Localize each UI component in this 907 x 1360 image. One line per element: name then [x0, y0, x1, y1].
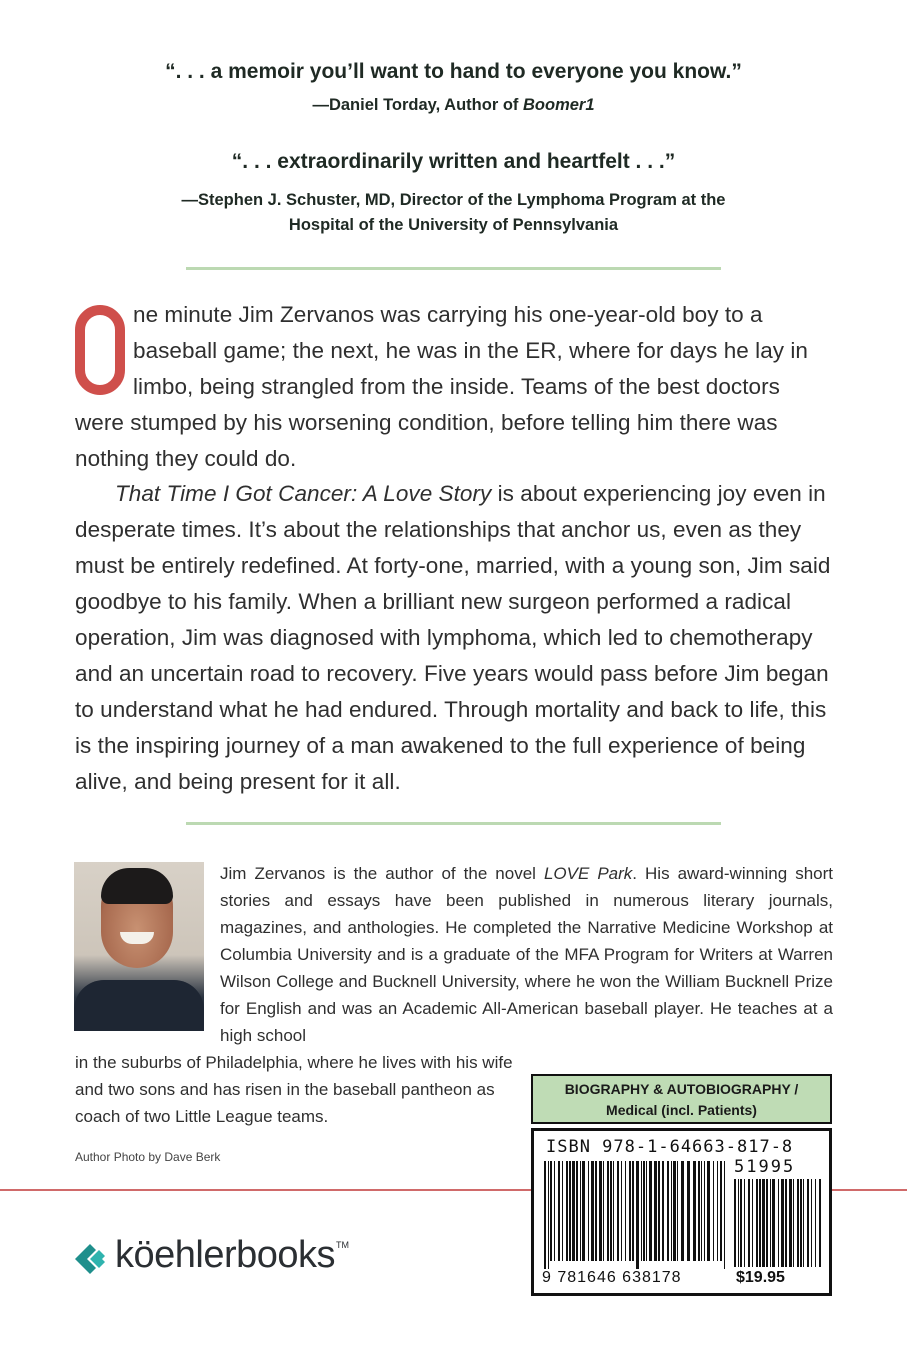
photo-hair [101, 868, 173, 904]
barcode-bar [569, 1161, 571, 1261]
barcode-bar [785, 1179, 787, 1267]
attribution-line-2: Hospital of the University of Pennsylvania [288, 216, 619, 234]
attribution-work: Boomer1 [523, 96, 595, 114]
barcode-bar [707, 1161, 710, 1261]
barcode-bar [720, 1161, 722, 1261]
barcode-bar [734, 1179, 736, 1267]
barcode-bar [629, 1161, 631, 1261]
barcode-bar [554, 1161, 555, 1261]
novel-title: LOVE Park [543, 864, 633, 883]
blurb-attribution-1 [0, 96, 907, 115]
attribution-text: —Daniel Torday, Author of [312, 96, 523, 114]
barcode-bar [778, 1179, 779, 1267]
barcode-bar [610, 1161, 612, 1261]
barcode-bar [566, 1161, 568, 1261]
barcode-bar [811, 1179, 812, 1267]
price: $19.95 [736, 1269, 785, 1286]
barcode-bar [613, 1161, 614, 1261]
photo-credit: Author Photo by Dave Berk [75, 1150, 221, 1164]
author-bio-continued: in the suburbs of Philadelphia, where he lives with his wife and two sons and has risen in the baseball pantheon as coach of two Little League teams. [75, 1053, 513, 1126]
barcode-bar [687, 1161, 690, 1261]
barcode [531, 1128, 832, 1296]
barcode-bar [789, 1179, 792, 1267]
barcode-bar [544, 1161, 546, 1269]
paragraph-2-text: is about experiencing joy even in desperate times. It’s about the relationships that anchor us, even as they must be entirely redefined. At forty-one, married, with a young son, Jim said goodbye to his family. When a brilliant new surgeon performed a radical operation, Jim was diagnosed with lymphoma, which led to chemotherapy and an uncertain road to recovery. Five years would pass before Jim began to understand what he had endured. Through mortality and back to life, this is the inspiring journey of a man awakened to the full experience of being alive, and being present for it all. [75, 481, 831, 794]
barcode-bar [572, 1161, 575, 1261]
barcode-bar [766, 1179, 768, 1267]
barcode-bar [681, 1161, 684, 1261]
drop-cap [75, 305, 125, 395]
barcode-bar [562, 1161, 563, 1261]
barcode-bar [550, 1161, 552, 1261]
barcode-bar [641, 1161, 642, 1261]
category-line-2: Medical (incl. Patients) [606, 1102, 757, 1118]
divider-top [186, 267, 721, 270]
barcode-bar [576, 1161, 578, 1261]
barcode-bar [803, 1179, 804, 1267]
barcode-bar [643, 1161, 645, 1261]
category-line-1: BIOGRAPHY & AUTOBIOGRAPHY / [564, 1081, 799, 1097]
barcode-bar [815, 1179, 816, 1267]
barcode-bar [558, 1161, 560, 1261]
barcode-bar [759, 1179, 761, 1267]
divider-middle [186, 822, 721, 825]
barcode-bar [772, 1179, 775, 1267]
barcode-bar [781, 1179, 784, 1267]
barcode-bar [704, 1161, 705, 1261]
barcode-bar [649, 1161, 652, 1261]
barcode-bar [588, 1161, 589, 1261]
barcode-bar [748, 1179, 750, 1267]
barcode-bar [580, 1161, 581, 1261]
description-paragraph-2 [75, 476, 832, 800]
isbn-label: ISBN 978-1-64663-817-8 [546, 1137, 794, 1157]
barcode-bar [740, 1179, 742, 1267]
book-title: That Time I Got Cancer: A Love Story [115, 481, 492, 506]
publisher-mark-icon [73, 1242, 107, 1276]
barcode-bar [595, 1161, 597, 1261]
barcode-bar [625, 1161, 626, 1261]
barcode-bar [752, 1179, 753, 1267]
attribution-line-1: —Stephen J. Schuster, MD, Director of the Lymphoma Program at the [181, 191, 726, 209]
barcode-bar [654, 1161, 657, 1261]
barcode-bar [738, 1179, 739, 1267]
barcode-bar [599, 1161, 602, 1261]
barcode-bar [819, 1179, 821, 1267]
paragraph-1-text: ne minute Jim Zervanos was carrying his one-year-old boy to a baseball game; the next, he was in the ER, where for days he lay in limbo, being strangled from the inside. Teams of the best doctors were stumped by his worsening condition, before telling him there was nothing they could do. [75, 302, 808, 471]
publisher-name: köehlerbooks [115, 1234, 336, 1276]
barcode-bar [717, 1161, 718, 1261]
barcode-bar [800, 1179, 802, 1267]
addon-bars [734, 1179, 822, 1267]
photo-shirt [74, 980, 204, 1031]
author-photo [74, 862, 204, 1031]
barcode-bar [701, 1161, 702, 1261]
author-bio [220, 860, 833, 1049]
barcode-bar [693, 1161, 696, 1261]
bio-part-a: Jim Zervanos is the author of the novel [220, 864, 544, 883]
blurb-attribution-2 [0, 188, 907, 238]
barcode-bar [797, 1179, 799, 1267]
barcode-bar [621, 1161, 622, 1261]
barcode-bar [617, 1161, 619, 1261]
blurb-quote-1: “. . . a memoir you’ll want to hand to everyone you know.” [165, 60, 742, 83]
barcode-bar [548, 1161, 549, 1269]
barcode-bar [724, 1161, 725, 1269]
barcode-bar [607, 1161, 609, 1261]
barcode-bar [636, 1161, 639, 1269]
barcode-bar [762, 1179, 765, 1267]
blurb-quote-2: “. . . extraordinarily written and heartfelt . . .” [231, 150, 676, 173]
barcode-bar [770, 1179, 771, 1267]
ean-bars [544, 1161, 728, 1269]
barcode-bar [698, 1161, 700, 1261]
barcode-bar [603, 1161, 604, 1261]
barcode-bar [658, 1161, 660, 1261]
barcode-bar [807, 1179, 809, 1267]
bio-part-b: . His award-winning short stories and essays have been published in numerous literary journals, magazines, and anthologies. He completed the Narrative Medicine Workshop at Columbia University and is a graduate of the MFA Program for Writers at Warren Wilson College and Bucknell University, where he won the William Bucknell Prize for English and was an Academic All-American baseball player. He teaches at a high school [220, 864, 833, 1045]
barcode-bar [677, 1161, 678, 1261]
trademark: TM [336, 1240, 349, 1250]
barcode-bar [667, 1161, 669, 1261]
barcode-bar [662, 1161, 664, 1261]
addon-number: 51995 [734, 1157, 796, 1177]
barcode-bar [744, 1179, 745, 1267]
barcode-bar [591, 1161, 594, 1261]
barcode-bar [713, 1161, 714, 1261]
barcode-bar [756, 1179, 758, 1267]
category-box [531, 1074, 832, 1124]
barcode-bar [646, 1161, 647, 1261]
barcode-bar [582, 1161, 585, 1261]
barcode-bar [673, 1161, 676, 1261]
description-paragraph-1 [75, 297, 832, 477]
barcode-bar [632, 1161, 634, 1261]
barcode-bar [671, 1161, 672, 1261]
ean-number: 9 781646 638178 [542, 1269, 682, 1286]
barcode-bar [793, 1179, 794, 1267]
